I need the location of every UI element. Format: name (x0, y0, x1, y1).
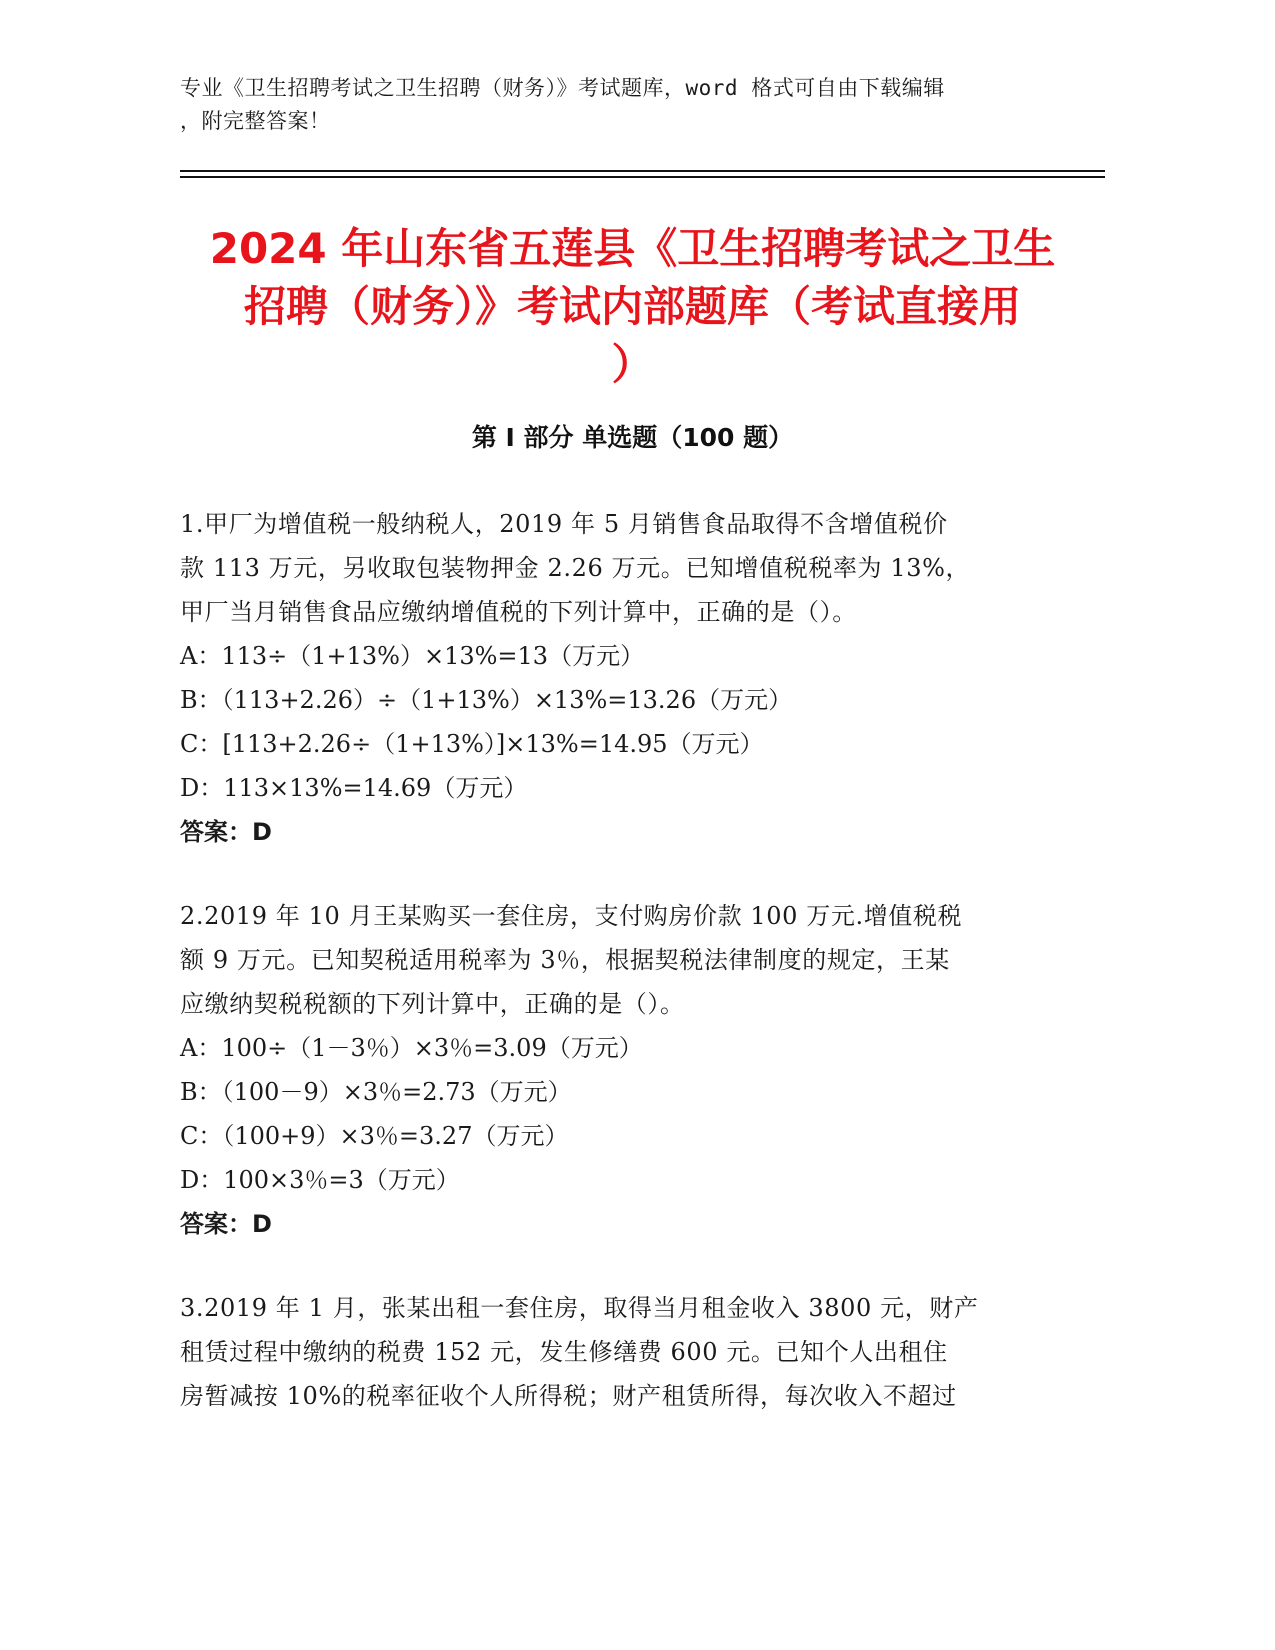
title-line: 招聘（财务）》考试内部题库（考试直接用 (243, 282, 1021, 331)
question-stem-line: 额 9 万元。已知契税适用税率为 3％，根据契税法律制度的规定，王某 (180, 946, 950, 974)
question-stem-line: 款 113 万元，另收取包装物押金 2.26 万元。已知增值税税率为 13%， (180, 554, 971, 582)
header-note-line: ，附完整答案！ (180, 109, 331, 133)
answer-label: 答案：D (180, 1210, 272, 1238)
section-heading: 第 I 部分 单选题（100 题） (471, 423, 794, 452)
answer-label: 答案：D (180, 818, 272, 846)
question-item (180, 894, 1060, 1246)
header-note-line: 专业《卫生招聘考试之卫生招聘（财务）》考试题库，word 格式可自由下载编辑 (180, 76, 945, 100)
option-b: B：（113+2.26）÷（1+13%）×13%=13.26（万元） (180, 686, 793, 714)
question-item (180, 1286, 1060, 1418)
option-c: C：（100+9）×3％=3.27（万元） (180, 1122, 569, 1150)
header-divider-bottom (180, 176, 1105, 178)
question-list (180, 502, 1060, 1458)
question-stem-line: 3.2019 年 1 月，张某出租一套住房，取得当月租金收入 3800 元，财产 (180, 1294, 979, 1322)
header-note (180, 72, 1040, 138)
title-line: 2024 年山东省五莲县《卫生招聘考试之卫生 (209, 224, 1056, 273)
option-a: A：113÷（1+13%）×13%=13（万元） (180, 642, 645, 670)
question-stem-line: 租赁过程中缴纳的税费 152 元，发生修缮费 600 元。已知个人出租住 (180, 1338, 948, 1366)
option-d: D：113×13%=14.69（万元） (180, 774, 528, 802)
option-c: C：[113+2.26÷（1+13%）]×13%=14.95（万元） (180, 730, 764, 758)
option-a: A：100÷（1－3％）×3％=3.09（万元） (180, 1034, 643, 1062)
header-divider-top (180, 170, 1105, 172)
question-stem-line: 1.甲厂为增值税一般纳税人，2019 年 5 月销售食品取得不含增值税价 (180, 510, 948, 538)
question-stem-line: 2.2019 年 10 月王某购买一套住房，支付购房价款 100 万元.增值税税 (180, 902, 963, 930)
title-line: ） (611, 340, 654, 389)
option-d: D：100×3％=3（万元） (180, 1166, 460, 1194)
option-b: B：（100－9）×3％=2.73（万元） (180, 1078, 572, 1106)
question-stem-line: 应缴纳契税税额的下列计算中，正确的是（）。 (180, 990, 685, 1018)
question-stem-line: 房暂减按 10%的税率征收个人所得税；财产租赁所得，每次收入不超过 (180, 1382, 957, 1410)
document-title (180, 220, 1085, 394)
question-item (180, 502, 1060, 854)
question-stem-line: 甲厂当月销售食品应缴纳增值税的下列计算中，正确的是（）。 (180, 598, 857, 626)
